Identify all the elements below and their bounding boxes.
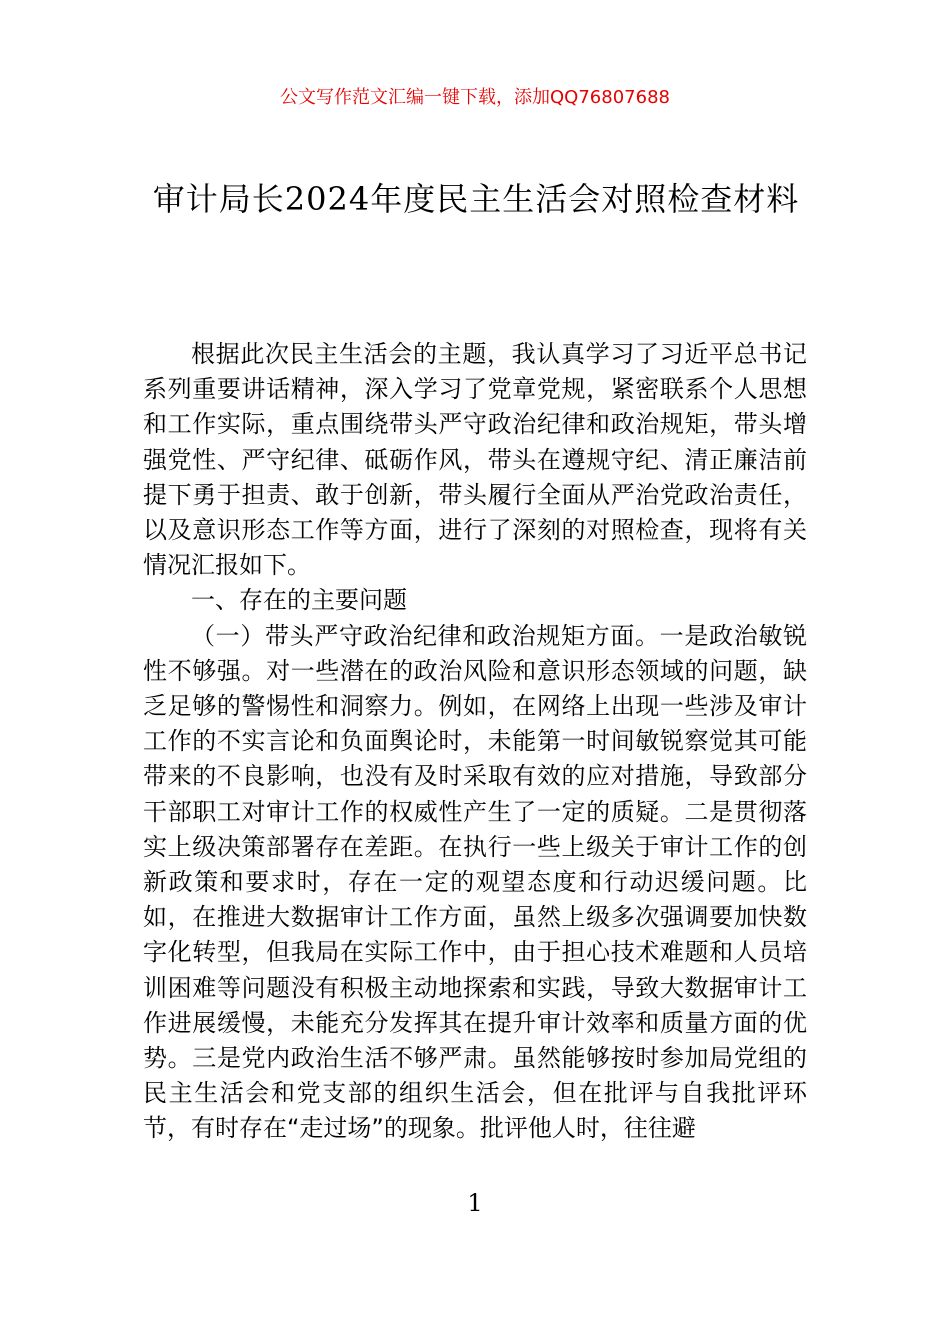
download-banner: 公文写作范文汇编一键下载，添加QQ76807688 [280,87,670,108]
document-body [143,337,807,1147]
body-paragraph: （一）带头严守政治纪律和政治规矩方面。一是政治敏锐性不够强。对一些潜在的政治风险和意识形态领域的问题，缺乏足够的警惕性和洞察力。例如，在网络上出现一些涉及审计工作的不实言论和负面舆论时，未能第一时间敏锐察觉其可能带来的不良影响，也没有及时采取有效的应对措施，导致部分干部职工对审计工作的权威性产生了一定的质疑。二是贯彻落实上级决策部署存在差距。在执行一些上级关于审计工作的创新政策和要求时，存在一定的观望态度和行动迟缓问题。比如，在推进大数据审计工作方面，虽然上级多次强调要加快数字化转型，但我局在实际工作中，由于担心技术难题和人员培训困难等问题没有积极主动地探索和实践，导致大数据审计工作进展缓慢，未能充分发挥其在提升审计效率和质量方面的优势。三是党内政治生活不够严肃。虽然能够按时参加局党组的民主生活会和党支部的组织生活会，但在批评与自我批评环节，有时存在“走过场”的现象。批评他人时，往往避 [143,621,807,1143]
section-heading: 一、存在的主要问题 [191,586,407,615]
intro-paragraph: 根据此次民主生活会的主题，我认真学习了习近平总书记系列重要讲话精神，深入学习了党章党规，紧密联系个人思想和工作实际，重点围绕带头严守政治纪律和政治规矩，带头增强党性、严守纪律、砥砺作风，带头在遵规守纪、清正廉洁前提下勇于担责、敢于创新，带头履行全面从严治党政治责任，以及意识形态工作等方面，进行了深刻的对照检查，现将有关情况汇报如下。 [143,340,807,580]
document-title: 审计局长2024年度民主生活会对照检查材料 [152,180,800,218]
page-number: 1 [467,1189,483,1217]
